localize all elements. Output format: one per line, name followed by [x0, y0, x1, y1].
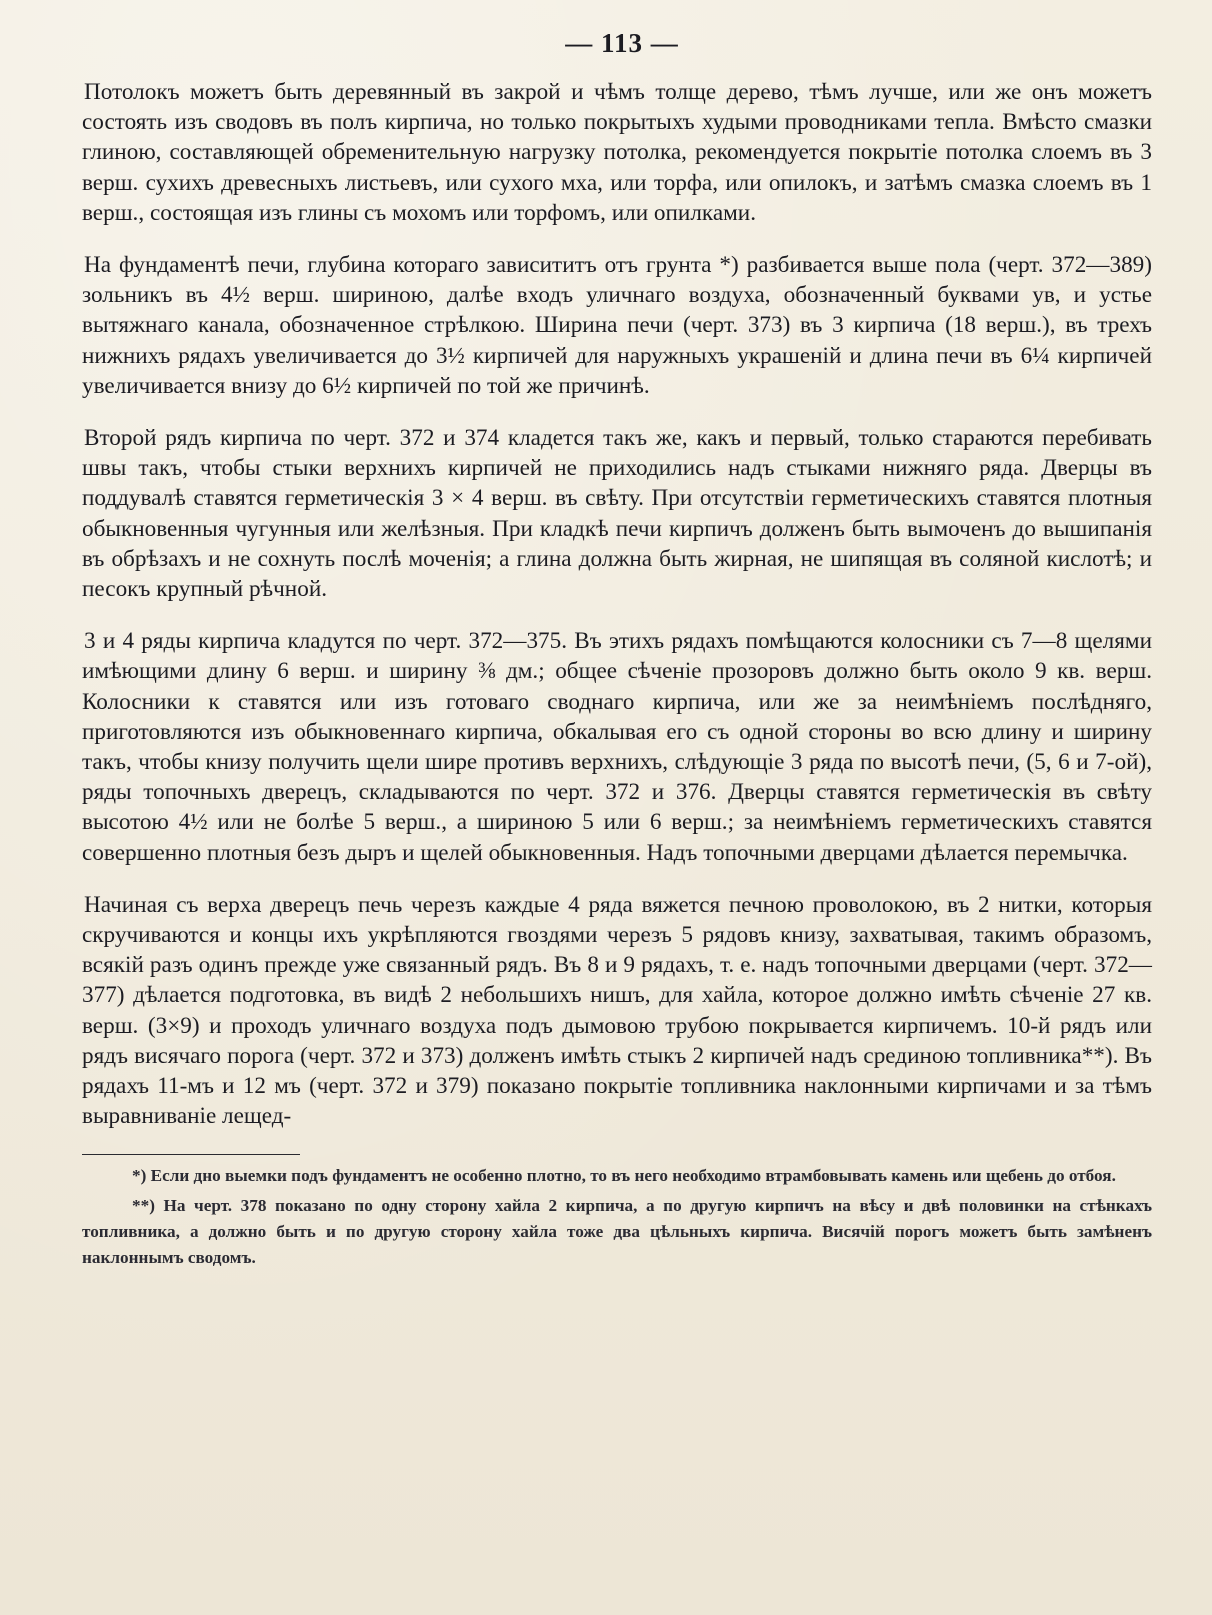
footnote-2: **) На черт. 378 показано по одну сторону хайла 2 кирпича, а по другую кирпичъ на вѣсу и двѣ половинки на стѣнкахъ топливника, а должно быть и по другую сторону хайла тоже два цѣльныхъ кирпича. Висячій порогъ можетъ быть замѣненъ наклоннымъ сводомъ. [82, 1195, 1152, 1267]
paragraph-text: Потолокъ можетъ быть деревянный въ закрой и чѣмъ толще дерево, тѣмъ лучше, или же онъ можетъ состоять изъ сводовъ въ полъ кирпича, но только покрытыхъ худыми проводниками тепла. Вмѣсто смазки глиною, составляющей обременительную нагрузку потолка, рекомендуется покрытіе потолка слоемъ въ 3 верш. сухихъ древесныхъ листьевъ, или сухого мха, или торфа, или опилокъ, и затѣмъ смазка слоемъ въ 1 верш., состоящая изъ глины съ мохомъ или торфомъ, или опилками. [82, 79, 1152, 226]
paragraph-text: Второй рядъ кирпича по черт. 372 и 374 кладется такъ же, какъ и первый, только стараются перебивать швы такъ, чтобы стыки верхнихъ кирпичей не приходились надъ стыками нижняго ряда. Дверцы въ поддувалѣ ставятся герметическія 3 × 4 верш. въ свѣту. При отсутствіи герметическихъ ставятся плотныя обыкновенныя чугунныя или желѣзныя. При кладкѣ печи кирпичъ долженъ быть вымоченъ до вышипанія въ обрѣзахъ и не сохнуть послѣ моченія; а глина должна быть жирная, не шипящая въ соляной кислотѣ; и песокъ крупный рѣчной. [82, 425, 1152, 603]
footnote-divider [82, 1154, 300, 1155]
paragraph-text: 3 и 4 ряды кирпича кладутся по черт. 372—375. Въ этихъ рядахъ помѣщаются колосники съ 7—8 щелями имѣющими длину 6 верш. и ширину ⅜ дм.; общее сѣченіе прозоровъ должно быть около 9 кв. верш. Колосники к ставятся или изъ готоваго своднаго кирпича, или же за неимѣніемъ послѣдняго, приготовляются изъ обыкновеннаго кирпича, обкалывая его съ одной стороны во всю длину и ширину такъ, чтобы книзу получить щели шире противъ верхнихъ, слѣдующіе 3 ряда по высотѣ печи, (5, 6 и 7-ой), ряды топочныхъ дверецъ, складываются по черт. 372 и 376. Дверцы ставятся герметическія въ свѣту высотою 4½ или не болѣе 5 верш., а шириною 5 или 6 верш.; за неимѣніемъ герметическихъ ставятся совершенно плотныя безъ дыръ и щелей обыкновенныя. Надъ топочными дверцами дѣлается перемычка. [82, 628, 1152, 866]
paragraph-second-row [82, 423, 1152, 604]
paragraph-foundation [82, 250, 1152, 401]
paragraph-wire-binding [82, 890, 1152, 1132]
page-number: — 113 — [565, 28, 679, 58]
paragraph-ceiling [82, 77, 1152, 228]
footnote-1: *) Если дно выемки подъ фундаментъ не особенно плотно, то въ него необходимо втрамбовывать камень или щебень до отбоя. [132, 1165, 1116, 1185]
paragraph-text: На фундаментѣ печи, глубина котораго зависититъ отъ грунта *) разбивается выше пола (черт. 372—389) зольникъ въ 4½ верш. шириною, далѣе входъ уличнаго воздуха, обозначенный буквами ув, и устье вытяжнаго канала, обозначенное стрѣлкою. Ширина печи (черт. 373) въ 3 кирпича (18 верш.), въ трехъ нижнихъ рядахъ увеличивается до 3½ кирпичей для наружныхъ украшеній и длина печи въ 6¼ кирпичей увеличивается внизу до 6½ кирпичей по той же причинѣ. [82, 252, 1152, 399]
paragraph-text: Начиная съ верха дверецъ печь черезъ каждые 4 ряда вяжется печною проволокою, въ 2 нитки, которыя скручиваются и концы ихъ укрѣпляются гвоздями черезъ 5 рядовъ книзу, захватывая, такимъ образомъ, всякій разъ одинъ прежде уже связанный рядъ. Въ 8 и 9 рядахъ, т. е. надъ топочными дверцами (черт. 372—377) дѣлается подготовка, въ видѣ 2 небольшихъ нишъ, для хайла, которое должно имѣть сѣченіе 27 кв. верш. (3×9) и проходъ уличнаго воздуха подъ дымовою трубою покрывается кирпичемъ. 10-й рядъ или рядъ висячаго порога (черт. 372 и 373) долженъ имѣть стыкъ 2 кирпичей надъ срединою топливника**). Въ рядахъ 11-мъ и 12 мъ (черт. 372 и 379) показано покрытіе топливника наклонными кирпичами и за тѣмъ выравниваніе лещед- [82, 891, 1152, 1130]
paragraph-rows-3-4 [82, 626, 1152, 868]
